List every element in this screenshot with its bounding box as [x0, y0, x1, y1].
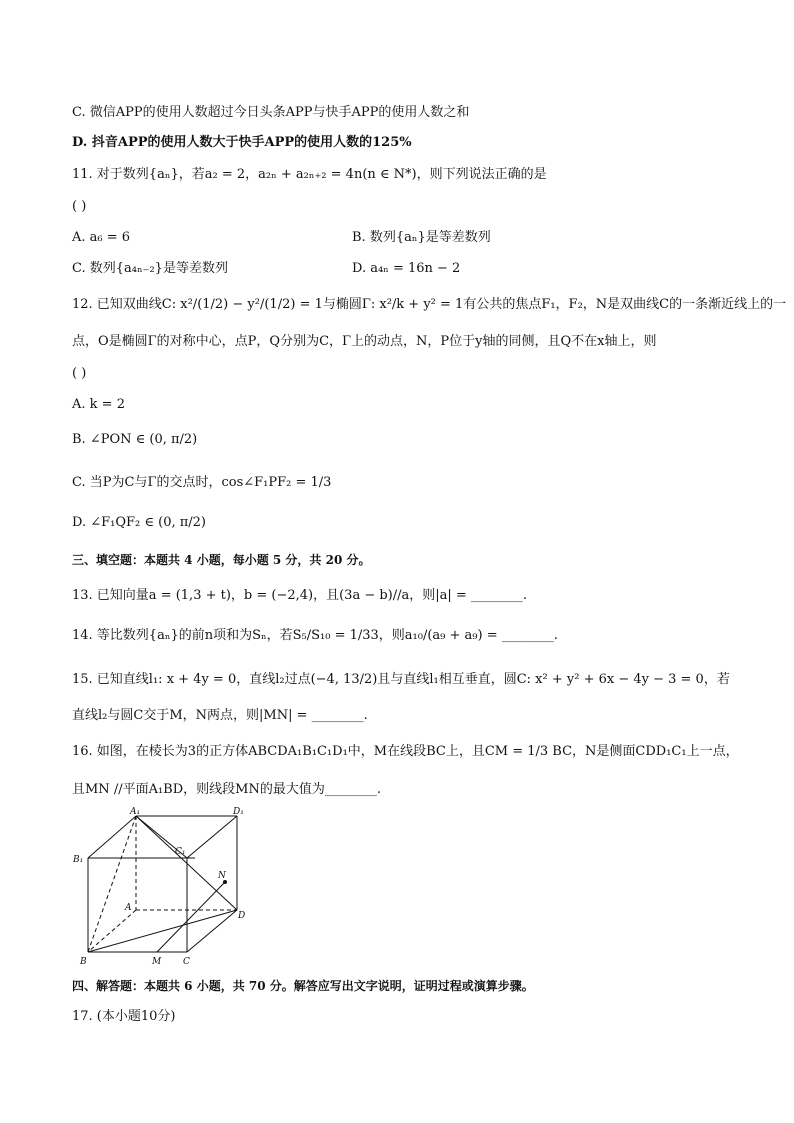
label-b: B	[80, 957, 87, 967]
segment-m-n	[157, 882, 225, 952]
q12-option-a: A. k = 2	[72, 397, 125, 412]
label-m: M	[152, 957, 162, 967]
section-4-heading: 四、解答题：本题共 6 小题，共 70 分。解答应写出文字说明，证明过程或演算步骤。	[72, 979, 534, 993]
cube-figure	[70, 804, 260, 970]
label-d: D	[238, 911, 246, 921]
option-c-top: C. 微信APP的使用人数超过今日头条APP与快手APP的使用人数之和	[72, 105, 470, 120]
q11-option-c: C. 数列{a₄ₙ₋₂}是等差数列	[72, 261, 228, 276]
q12-paren: ( )	[72, 366, 87, 381]
q11-option-b: B. 数列{aₙ}是等差数列	[352, 230, 491, 245]
section-3-heading: 三、填空题：本题共 4 小题，每小题 5 分，共 20 分。	[72, 553, 371, 567]
label-d1: D₁	[233, 807, 244, 817]
q12-stem-2: 点，O是椭圆Γ的对称中心，点P，Q分别为C，Γ上的动点，N，P位于y轴的同侧，且Q不在x轴上，则	[72, 334, 657, 349]
q15-line-1: 15. 已知直线l₁: x + 4y = 0，直线l₂过点(−4, 13/2)且与直线l₁相互垂直，圆C: x² + y² + 6x − 4y − 3 = 0，若	[72, 672, 730, 687]
label-a: A	[125, 903, 132, 913]
label-n: N	[218, 871, 226, 881]
q16-line-2: 且MN //平面A₁BD，则线段MN的最大值为________.	[72, 782, 381, 797]
q11-stem: 11. 对于数列{aₙ}，若a₂ = 2，a₂ₙ + a₂ₙ₊₂ = 4n(n ∈ N*)，则下列说法正确的是	[72, 167, 547, 182]
label-c: C	[183, 957, 190, 967]
label-a1: A₁	[130, 807, 141, 817]
option-d-top: D. 抖音APP的使用人数大于快手APP的使用人数的125%	[72, 135, 412, 150]
q12-stem-1: 12. 已知双曲线C: x²/(1/2) − y²/(1/2) = 1与椭圆Γ: x²/k + y² = 1有公共的焦点F₁，F₂，N是双曲线C的一条渐近线上的一	[72, 297, 787, 312]
q12-option-d: D. ∠F₁QF₂ ∈ (0, π/2)	[72, 515, 206, 530]
q14: 14. 等比数列{aₙ}的前n项和为Sₙ，若S₅/S₁₀ = 1/33，则a₁₀/(a₉ + a₉) = ________.	[72, 628, 558, 643]
edge-d1-c1	[187, 816, 237, 858]
q12-option-c: C. 当P为C与Γ的交点时，cos∠F₁PF₂ = 1/3	[72, 475, 332, 490]
q12-option-b: B. ∠PON ∈ (0, π/2)	[72, 432, 198, 447]
q13: 13. 已知向量a = (1,3 + t)，b = (−2,4)，且(3a − b)//a，则|a| = ________.	[72, 588, 528, 603]
q16-line-1: 16. 如图，在棱长为3的正方体ABCDA₁B₁C₁D₁中，M在线段BC上，且CM = 1/3 BC，N是侧面CDD₁C₁上一点，	[72, 744, 739, 759]
q17: 17. (本小题10分)	[72, 1009, 176, 1024]
q11-paren: ( )	[72, 199, 87, 214]
edge-d-c	[187, 910, 237, 952]
label-b1: B₁	[73, 855, 84, 865]
q11-option-a: A. a₆ = 6	[72, 230, 131, 245]
label-c1: C₁	[175, 847, 186, 857]
q11-option-d: D. a₄ₙ = 16n − 2	[352, 261, 461, 276]
q15-line-2: 直线l₂与圆C交于M，N两点，则|MN| = ________.	[72, 708, 368, 723]
